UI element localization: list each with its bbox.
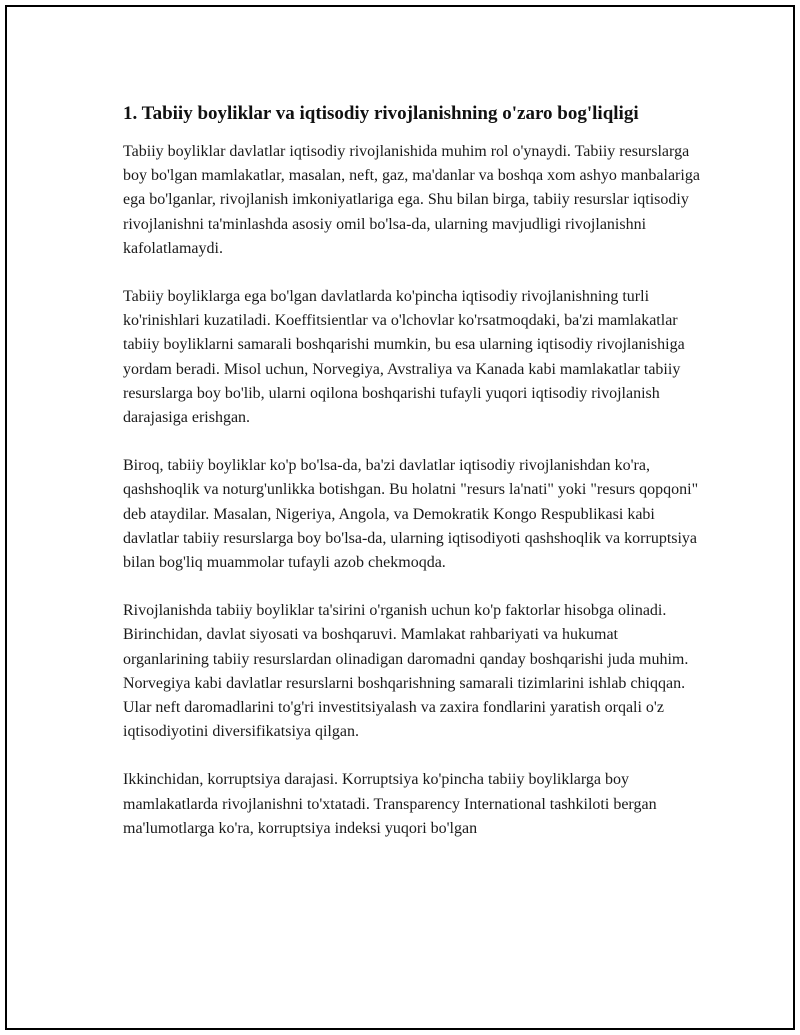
paragraph: Biroq, tabiiy boyliklar ko'p bo'lsa-da, ba'zi davlatlar iqtisodiy rivojlanishdan ko'ra, qashshoqlik va noturg'unlikka botishgan. Bu holatni "resurs la'nati" yoki "resurs qopqoni" deb ataydilar. Masalan, Nigeriya, Angola, va Demokratik Kongo Respublikasi kabi davlatlar tabiiy resurslarga boy bo'lsa-da, ularning iqtisodiyoti qashshoqlik va korruptsiya bilan bog'liq muammolar tufayli azob chekmoqda. bbox=[123, 457, 699, 572]
paragraph: Rivojlanishda tabiiy boyliklar ta'sirini o'rganish uchun ko'p faktorlar hisobga olinadi. Birinchidan, davlat siyosati va boshqaruvi. Mamlakat rahbariyati va hukumat organlarining tabiiy resurslardan olinadigan daromadni qanday boshqarishi juda muhim. Norvegiya kabi davlatlar resurslarni boshqarishning samarali tizimlarini ishlab chiqqan. Ular neft daromadlarini to'g'ri investitsiyalash va zaxira fondlarini yaratish orqali o'z iqtisodiyotini diversifikatsiya qilgan. bbox=[123, 602, 689, 741]
document-title: 1. Tabiiy boyliklar va iqtisodiy rivojlanishning o'zaro bog'liqligi bbox=[123, 103, 639, 124]
paragraph: Ikkinchidan, korruptsiya darajasi. Korruptsiya ko'pincha tabiiy boyliklarga boy mamlakatlarda rivojlanishni to'xtatadi. Transparency International tashkiloti bergan ma'lumotlarga ko'ra, korruptsiya indeksi yuqori bo'lgan bbox=[123, 771, 657, 837]
paragraph: Tabiiy boyliklar davlatlar iqtisodiy rivojlanishida muhim rol o'ynaydi. Tabiiy resurslarga boy bo'lgan mamlakatlar, masalan, neft, gaz, ma'danlar va boshqa xom ashyo manbalariga ega bo'lganlar, rivojlanish imkoniyatlariga ega. Shu bilan birga, tabiiy resurslar iqtisodiy rivojlanishni ta'minlashda asosiy omil bo'lsa-da, ularning mavjudligi rivojlanishni kafolatlamaydi. bbox=[123, 143, 700, 257]
document-body bbox=[123, 101, 703, 865]
page-frame bbox=[5, 5, 795, 1030]
paragraph: Tabiiy boyliklarga ega bo'lgan davlatlarda ko'pincha iqtisodiy rivojlanishning turli ko'rinishlari kuzatiladi. Koeffitsientlar va o'lchovlar ko'rsatmoqdaki, ba'zi mamlakatlar tabiiy boyliklarni samarali boshqarishi mumkin, bu esa ularning iqtisodiy rivojlanishiga yordam beradi. Misol uchun, Norvegiya, Avstraliya va Kanada kabi mamlakatlar tabiiy resurslarga boy bo'lib, ularni oqilona boshqarishi tufayli yuqori iqtisodiy rivojlanish darajasiga erishgan. bbox=[123, 288, 685, 427]
